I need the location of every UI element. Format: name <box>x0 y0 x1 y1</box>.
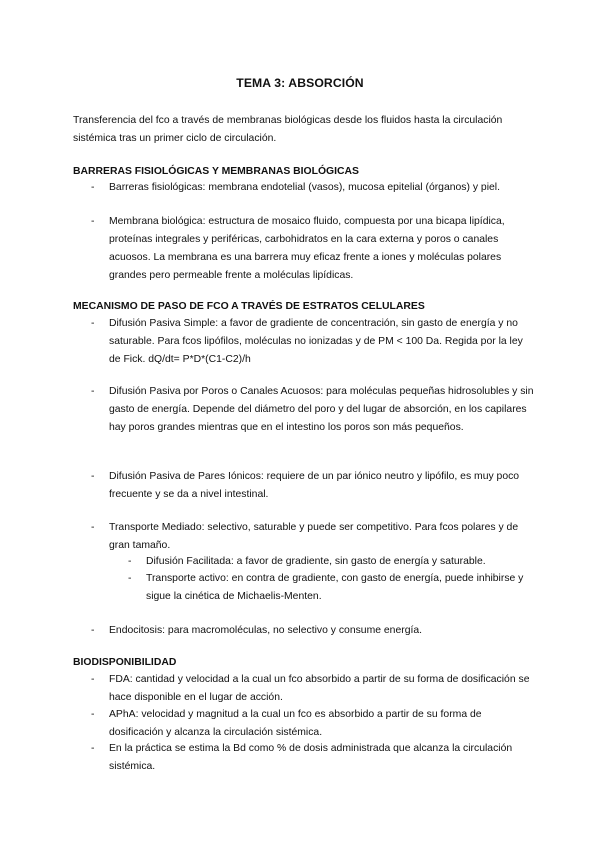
list-item <box>91 315 536 369</box>
sub-list-item-text: Difusión Facilitada: a favor de gradiente, sin gasto de energía y saturable. <box>146 556 486 567</box>
list-item <box>91 671 536 707</box>
list-item-text: Endocitosis: para macromoléculas, no selectivo y consume energía. <box>109 625 423 636</box>
section-heading-biodisponibilidad: BIODISPONIBILIDAD <box>73 657 177 668</box>
list-item-text: Transporte Mediado: selectivo, saturable y puede ser competitivo. Para fcos polares y de gran tamaño. <box>109 522 519 551</box>
section-heading-barreras: BARRERAS FISIOLÓGICAS Y MEMBRANAS BIOLÓGICAS <box>73 166 359 177</box>
bullet-dash: - <box>128 556 132 567</box>
list-item-text: Difusión Pasiva de Pares Iónicos: requiere de un par iónico neutro y lipófilo, es muy poco frecuente y se da a nivel intestinal. <box>109 471 520 500</box>
list-item <box>91 519 536 555</box>
list-item-text: APhA: velocidad y magnitud a la cual un fco es absorbido a partir de su forma de dosificación y alcanza la circulación sistémica. <box>109 709 482 738</box>
list-item <box>91 468 536 504</box>
sub-list-item <box>128 553 528 571</box>
bullet-dash: - <box>91 522 95 533</box>
bullet-dash: - <box>91 743 95 754</box>
list-item <box>91 622 536 640</box>
list-item-text: FDA: cantidad y velocidad a la cual un fco absorbido a partir de su forma de dosificación se hace disponible en el lugar de acción. <box>109 674 530 703</box>
list-item-text: Barreras fisiológicas: membrana endotelial (vasos), mucosa epitelial (órganos) y piel. <box>109 182 500 193</box>
bullet-dash: - <box>91 182 95 193</box>
list-item <box>91 179 536 197</box>
list-item <box>91 740 536 776</box>
bullet-dash: - <box>128 573 132 584</box>
list-item <box>91 706 536 742</box>
sub-list-item <box>128 570 528 606</box>
list-item-text: Membrana biológica: estructura de mosaico fluido, compuesta por una bicapa lipídica, proteínas integrales y periféricas, carbohidratos en la cara externa y poros o canales acuosos. La membrana es una barrera muy eficaz frente a iones y moléculas polares grandes pero permeable frente a moléculas lipídicas. <box>109 216 505 281</box>
bullet-dash: - <box>91 674 95 685</box>
list-item <box>91 383 536 437</box>
bullet-dash: - <box>91 709 95 720</box>
bullet-dash: - <box>91 216 95 227</box>
list-item <box>91 213 536 285</box>
list-item-text: Difusión Pasiva Simple: a favor de gradiente de concentración, sin gasto de energía y no saturable. Para fcos lipófilos, moléculas no ionizadas y de PM < 100 Da. Regida por la ley de Fick. dQ/dt= P*D*(C1-C2)/h <box>109 318 523 365</box>
page-title: TEMA 3: ABSORCIÓN <box>236 76 364 90</box>
list-item-text: Difusión Pasiva por Poros o Canales Acuosos: para moléculas pequeñas hidrosolubles y sin gasto de energía. Depende del diámetro del poro y del lugar de absorción, en los capilares hay poros grandes mientras que en el intestino los poros son más pequeños. <box>109 386 534 433</box>
section-heading-mecanismo: MECANISMO DE PASO DE FCO A TRAVÉS DE ESTRATOS CELULARES <box>73 301 425 312</box>
bullet-dash: - <box>91 625 95 636</box>
bullet-dash: - <box>91 386 95 397</box>
intro-paragraph: Transferencia del fco a través de membranas biológicas desde los fluidos hasta la circulación sistémica tras un primer ciclo de circulación. <box>73 115 503 144</box>
sub-list-item-text: Transporte activo: en contra de gradiente, con gasto de energía, puede inhibirse y sigue la cinética de Michaelis-Menten. <box>146 573 524 602</box>
bullet-dash: - <box>91 318 95 329</box>
bullet-dash: - <box>91 471 95 482</box>
list-item-text: En la práctica se estima la Bd como % de dosis administrada que alcanza la circulación sistémica. <box>109 743 513 772</box>
